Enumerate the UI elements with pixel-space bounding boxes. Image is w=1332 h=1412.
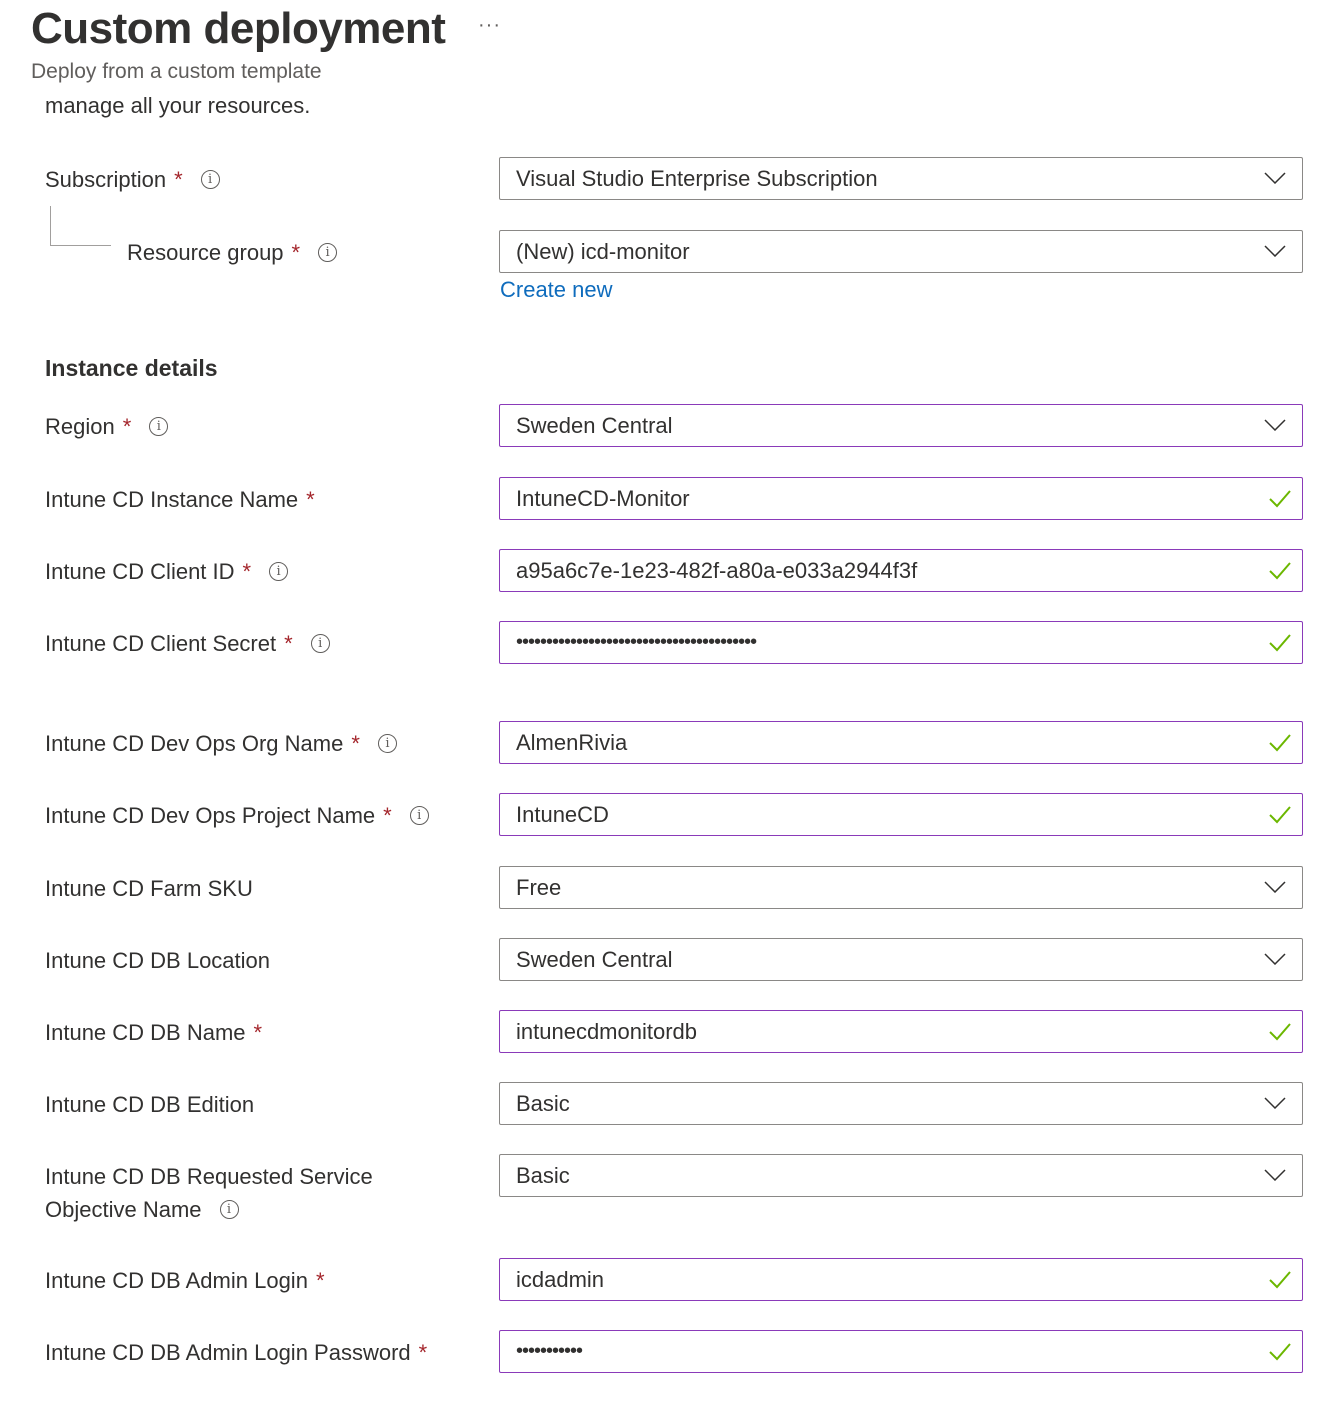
field-value: IntuneCD-Monitor	[516, 485, 690, 511]
intune-cd-farm-sku-label	[45, 872, 253, 905]
field-value: ••••••••••••••••••••••••••••••••••••••••	[516, 631, 757, 653]
intune-cd-db-location-dropdown[interactable]	[499, 938, 1303, 981]
intune-cd-db-requested-service-dropdown[interactable]	[499, 1154, 1303, 1197]
chevron-down-icon	[1264, 419, 1286, 431]
required-marker: *	[253, 1020, 263, 1045]
page-subtitle: Deploy from a custom template	[31, 60, 322, 83]
selected-value: (New) icd-monitor	[516, 238, 690, 264]
label-text: Intune CD Client Secret	[45, 631, 277, 656]
checkmark-icon	[1268, 805, 1292, 825]
intune-cd-client-id-input[interactable]	[499, 549, 1303, 592]
intune-cd-farm-sku-dropdown[interactable]	[499, 866, 1303, 909]
region-dropdown[interactable]	[499, 404, 1303, 447]
chevron-down-icon	[1264, 953, 1286, 965]
tree-connector	[50, 206, 111, 246]
intune-cd-instance-name-input[interactable]	[499, 477, 1303, 520]
intune-cd-dev-ops-org-name-input[interactable]	[499, 721, 1303, 764]
field-value: IntuneCD	[516, 801, 609, 827]
description-text: manage all your resources.	[45, 93, 311, 118]
info-icon[interactable]: i	[311, 634, 330, 653]
intune-cd-db-requested-service-label	[45, 1160, 373, 1226]
resource-group-dropdown[interactable]	[499, 230, 1303, 273]
field-value: •••••••••••	[516, 1340, 583, 1362]
field-value: Free	[516, 874, 562, 900]
selected-value: Visual Studio Enterprise Subscription	[516, 165, 878, 191]
intune-cd-dev-ops-project-name-input[interactable]	[499, 793, 1303, 836]
required-marker: *	[122, 414, 132, 439]
page-title: Custom deployment	[31, 4, 446, 53]
checkmark-icon	[1268, 733, 1292, 753]
intune-cd-dev-ops-org-name-label	[45, 727, 397, 760]
label-text: Intune CD Farm SKU	[45, 876, 253, 901]
section-heading: Instance details	[45, 355, 218, 381]
checkmark-icon	[1268, 561, 1292, 581]
intune-cd-dev-ops-project-name-label	[45, 799, 429, 832]
intune-cd-instance-name-label	[45, 483, 315, 516]
intune-cd-client-secret-input[interactable]	[499, 621, 1303, 664]
label-text: Intune CD DB Admin Login	[45, 1268, 308, 1293]
info-icon[interactable]: i	[220, 1200, 239, 1219]
intune-cd-db-admin-login-input[interactable]	[499, 1258, 1303, 1301]
field-value: AlmenRivia	[516, 729, 628, 755]
chevron-down-icon	[1264, 172, 1286, 184]
label-text: Subscription	[45, 167, 167, 192]
info-icon[interactable]: i	[269, 562, 288, 581]
intune-cd-db-admin-login-password-label	[45, 1336, 427, 1369]
more-options-button[interactable]: ···	[478, 14, 501, 36]
intune-cd-client-id-label	[45, 555, 288, 588]
field-value: icdadmin	[516, 1266, 605, 1292]
label-text: Intune CD DB Admin Login Password	[45, 1340, 411, 1365]
checkmark-icon	[1268, 1270, 1292, 1290]
chevron-down-icon	[1264, 1169, 1286, 1181]
field-value: Sweden Central	[516, 946, 673, 972]
label-text: Intune CD Dev Ops Project Name	[45, 803, 376, 828]
required-marker: *	[383, 803, 392, 828]
field-value: Basic	[516, 1162, 570, 1188]
required-marker: *	[242, 559, 252, 584]
info-icon[interactable]: i	[149, 417, 168, 436]
label-text: Intune CD Client ID	[45, 559, 235, 584]
checkmark-icon	[1268, 1342, 1292, 1362]
required-marker: *	[315, 1268, 325, 1293]
info-icon[interactable]: i	[318, 243, 337, 262]
info-icon[interactable]: i	[201, 170, 220, 189]
intune-cd-db-name-label	[45, 1016, 262, 1049]
label-text: Region	[45, 414, 115, 439]
label-text: Resource group	[127, 240, 284, 265]
label-text: Objective Name	[45, 1197, 202, 1222]
resource-group-label	[127, 236, 337, 269]
required-marker: *	[174, 167, 183, 192]
intune-cd-db-admin-login-label	[45, 1264, 325, 1297]
required-marker: *	[351, 731, 360, 756]
required-marker: *	[291, 240, 301, 265]
checkmark-icon	[1268, 489, 1292, 509]
info-icon[interactable]: i	[410, 806, 429, 825]
intune-cd-client-secret-label	[45, 627, 330, 660]
required-marker: *	[284, 631, 293, 656]
field-value: intunecdmonitordb	[516, 1018, 698, 1044]
label-text: Intune CD DB Edition	[45, 1092, 255, 1117]
info-icon[interactable]: i	[378, 734, 397, 753]
intune-cd-db-admin-login-password-input[interactable]	[499, 1330, 1303, 1373]
required-marker: *	[418, 1340, 428, 1365]
label-text: Intune CD DB Requested Service	[45, 1164, 373, 1189]
field-value: a95a6c7e-1e23-482f-a80a-e033a2944f3f	[516, 557, 918, 583]
checkmark-icon	[1268, 1022, 1292, 1042]
field-value: Sweden Central	[516, 412, 673, 438]
intune-cd-db-edition-dropdown[interactable]	[499, 1082, 1303, 1125]
intune-cd-db-location-label	[45, 944, 270, 977]
intune-cd-db-edition-label	[45, 1088, 254, 1121]
chevron-down-icon	[1264, 1097, 1286, 1109]
region-label	[45, 410, 168, 443]
create-new-link[interactable]: Create new	[500, 277, 613, 302]
field-value: Basic	[516, 1090, 570, 1116]
required-marker: *	[306, 487, 315, 512]
subscription-label	[45, 163, 220, 196]
checkmark-icon	[1268, 633, 1292, 653]
chevron-down-icon	[1264, 881, 1286, 893]
subscription-dropdown[interactable]	[499, 157, 1303, 200]
label-text: Intune CD Instance Name	[45, 487, 299, 512]
chevron-down-icon	[1264, 245, 1286, 257]
label-text: Intune CD Dev Ops Org Name	[45, 731, 344, 756]
intune-cd-db-name-input[interactable]	[499, 1010, 1303, 1053]
label-text: Intune CD DB Name	[45, 1020, 246, 1045]
label-text: Intune CD DB Location	[45, 948, 271, 973]
